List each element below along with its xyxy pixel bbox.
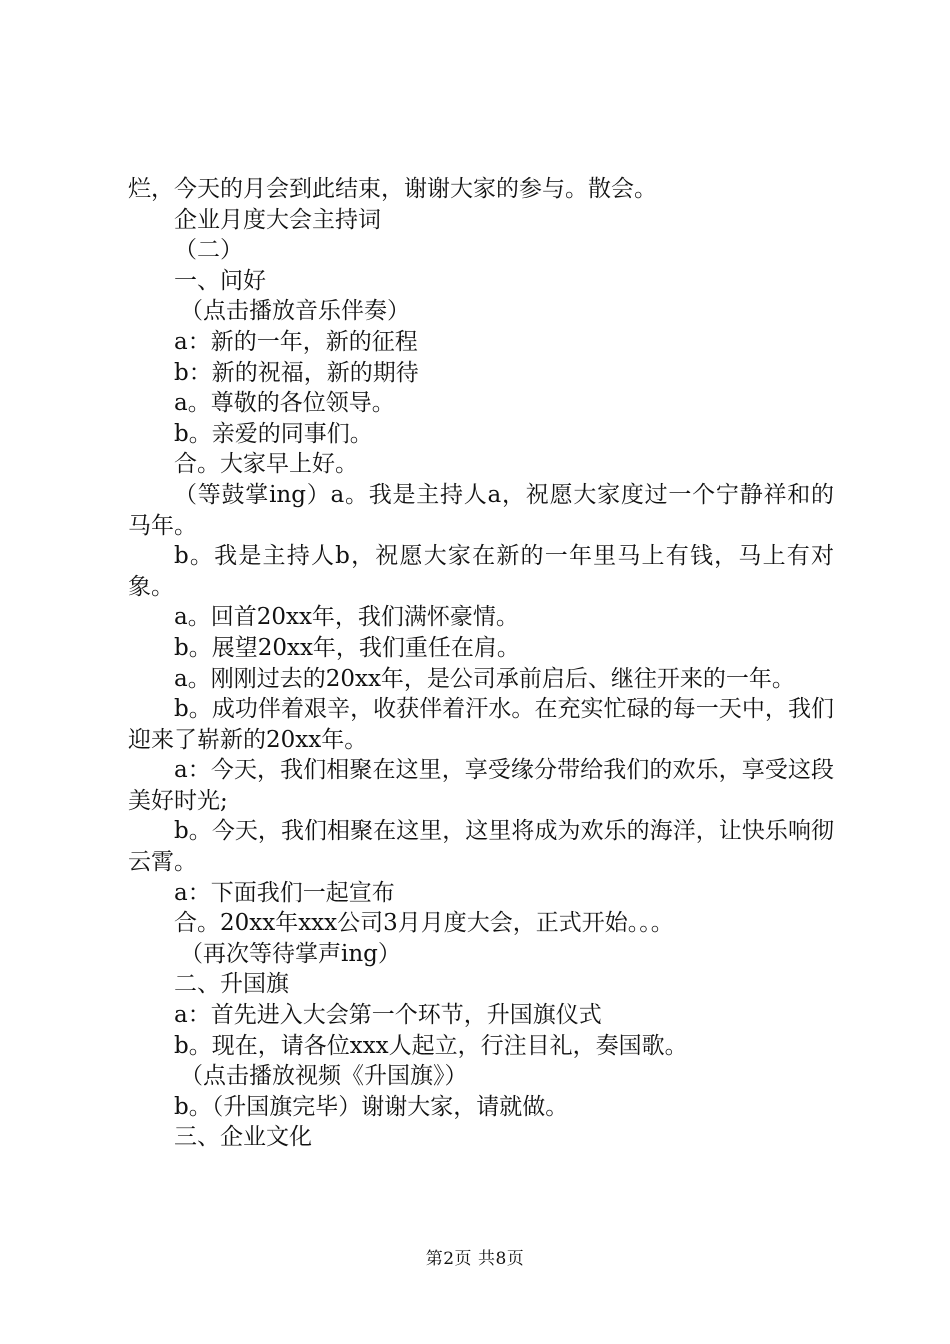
text-line: a。回首20xx年，我们满怀豪情。 <box>174 604 519 631</box>
paragraph: b。今天，我们相聚在这里，这里将成为欢乐的海洋，让快乐响彻云霄。 <box>128 818 834 876</box>
text-line: b：新的祝福，新的期待 <box>174 359 419 386</box>
text-line: 合。大家早上好。 <box>174 451 358 478</box>
text-line: a：下面我们一起宣布 <box>174 879 395 906</box>
paragraph: a：今天，我们相聚在这里，享受缘分带给我们的欢乐，享受这段美好时光; <box>128 757 834 814</box>
paragraph: （等鼓掌ing）a。我是主持人a，祝愿大家度过一个宁静祥和的马年。 <box>128 481 834 539</box>
paragraph: b。成功伴着艰辛，收获伴着汗水。在充实忙碌的每一天中，我们迎来了崭新的20xx年。 <box>128 696 834 753</box>
section-number: （二） <box>174 237 243 264</box>
text-line: 烂，今天的月会到此结束，谢谢大家的参与。散会。 <box>128 176 657 202</box>
paragraph: b。我是主持人b，祝愿大家在新的一年里马上有钱，马上有对象。 <box>128 543 834 600</box>
page-footer: 第2页 共8页 <box>425 1249 525 1269</box>
text-line: b。（升国旗完毕）谢谢大家，请就做。 <box>174 1093 569 1120</box>
text-line: a：新的一年，新的征程 <box>174 328 418 355</box>
document-title: 企业月度大会主持词 <box>174 206 381 233</box>
stage-direction: （再次等待掌声ing） <box>180 940 401 967</box>
text-line: b。亲爱的同事们。 <box>174 420 373 447</box>
stage-direction: （点击播放音乐伴奏） <box>180 298 410 325</box>
text-line: a。尊敬的各位领导。 <box>174 390 395 417</box>
section-heading: 一、问好 <box>174 267 266 294</box>
paragraph: a。刚刚过去的20xx年，是公司承前启后、继往开来的一年。 <box>174 665 795 692</box>
text-line: 合。20xx年xxx公司3月月度大会，正式开始。。。 <box>174 910 674 937</box>
section-heading: 二、升国旗 <box>174 971 289 998</box>
stage-direction: （点击播放视频《升国旗》） <box>180 1063 468 1090</box>
section-heading: 三、企业文化 <box>174 1124 312 1151</box>
document-body <box>128 174 834 1153</box>
text-line: b。现在，请各位xxx人起立，行注目礼，奏国歌。 <box>174 1032 688 1059</box>
text-line: b。展望20xx年，我们重任在肩。 <box>174 634 520 661</box>
text-line: a：首先进入大会第一个环节，升国旗仪式 <box>174 1002 602 1029</box>
